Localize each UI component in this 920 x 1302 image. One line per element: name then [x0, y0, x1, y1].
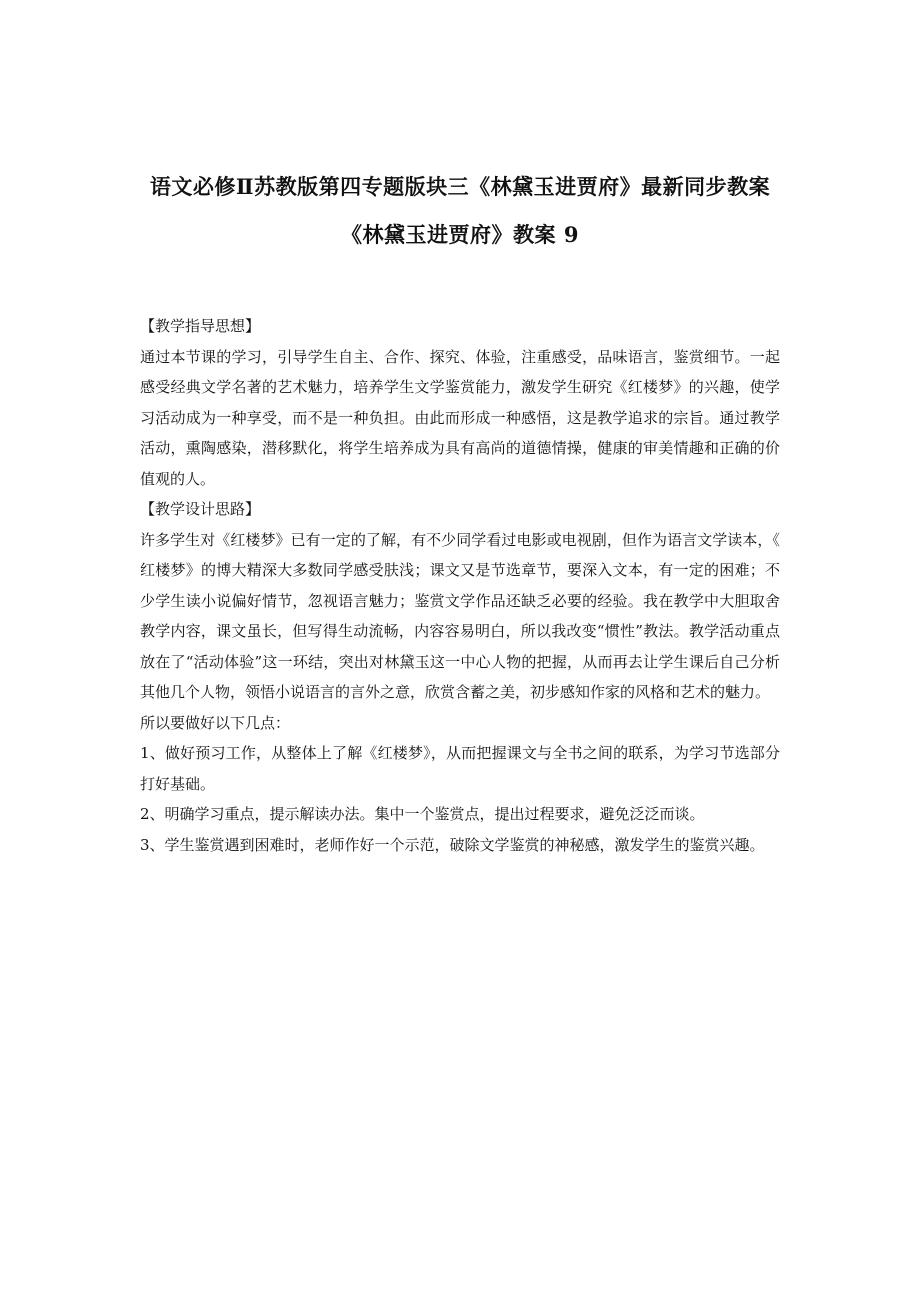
document-subtitle: 《林黛玉进贾府》教案 9 — [341, 222, 579, 247]
list-item-point-1: 1、做好预习工作，从整体上了解《红楼梦》，从而把握课文与全书之间的联系，为学习节选部分打好基础。 — [140, 744, 780, 793]
document-body — [140, 311, 780, 860]
paragraph-points-intro: 所以要做好以下几点： — [140, 713, 291, 732]
section-heading-guiding-thought: 【教学指导思想】 — [140, 317, 261, 335]
paragraph-design-idea: 许多学生对《红楼梦》已有一定的了解，有不少同学看过电影或电视剧，但作为语言文学读本，《红楼梦》的博大精深大多数同学感受肤浅；课文又是节选章节，要深入文本，有一定的困难；不少学生读小说偏好情节，忽视语言魅力；鉴赏文学作品还缺乏必要的经验。我在教学中大胆取舍教学内容，课文虽长，但写得生动流畅，内容容易明白，所以我改变“惯性”教法。教学活动重点放在了“活动体验”这一环结，突出对林黛玉这一中心人物的把握，从而再去让学生课后自己分析其他几个人物，领悟小说语言的言外之意，欣赏含蓄之美，初步感知作家的风格和艺术的魅力。 — [140, 530, 780, 701]
list-item-point-2: 2、明确学习重点，提示解读办法。集中一个鉴赏点，提出过程要求，避免泛泛而谈。 — [140, 805, 705, 823]
paragraph-guiding-thought: 通过本节课的学习，引导学生自主、合作、探究、体验，注重感受，品味语言，鉴赏细节。一起感受经典文学名著的艺术魅力，培养学生文学鉴赏能力，激发学生研究《红楼梦》的兴趣，使学习活动成为一种享受，而不是一种负担。由此而形成一种感悟，这是教学追求的宗旨。通过教学活动，熏陶感染，潜移默化，将学生培养成为具有高尚的道德情操，健康的审美情趣和正确的价值观的人。 — [140, 347, 780, 488]
list-item-point-3: 3、学生鉴赏遇到困难时，老师作好一个示范，破除文学鉴赏的神秘感，激发学生的鉴赏兴趣。 — [140, 835, 765, 854]
section-heading-design-idea: 【教学设计思路】 — [140, 500, 261, 518]
document-title: 语文必修Ⅱ苏教版第四专题版块三《林黛玉进贾府》最新同步教案 — [149, 174, 771, 199]
